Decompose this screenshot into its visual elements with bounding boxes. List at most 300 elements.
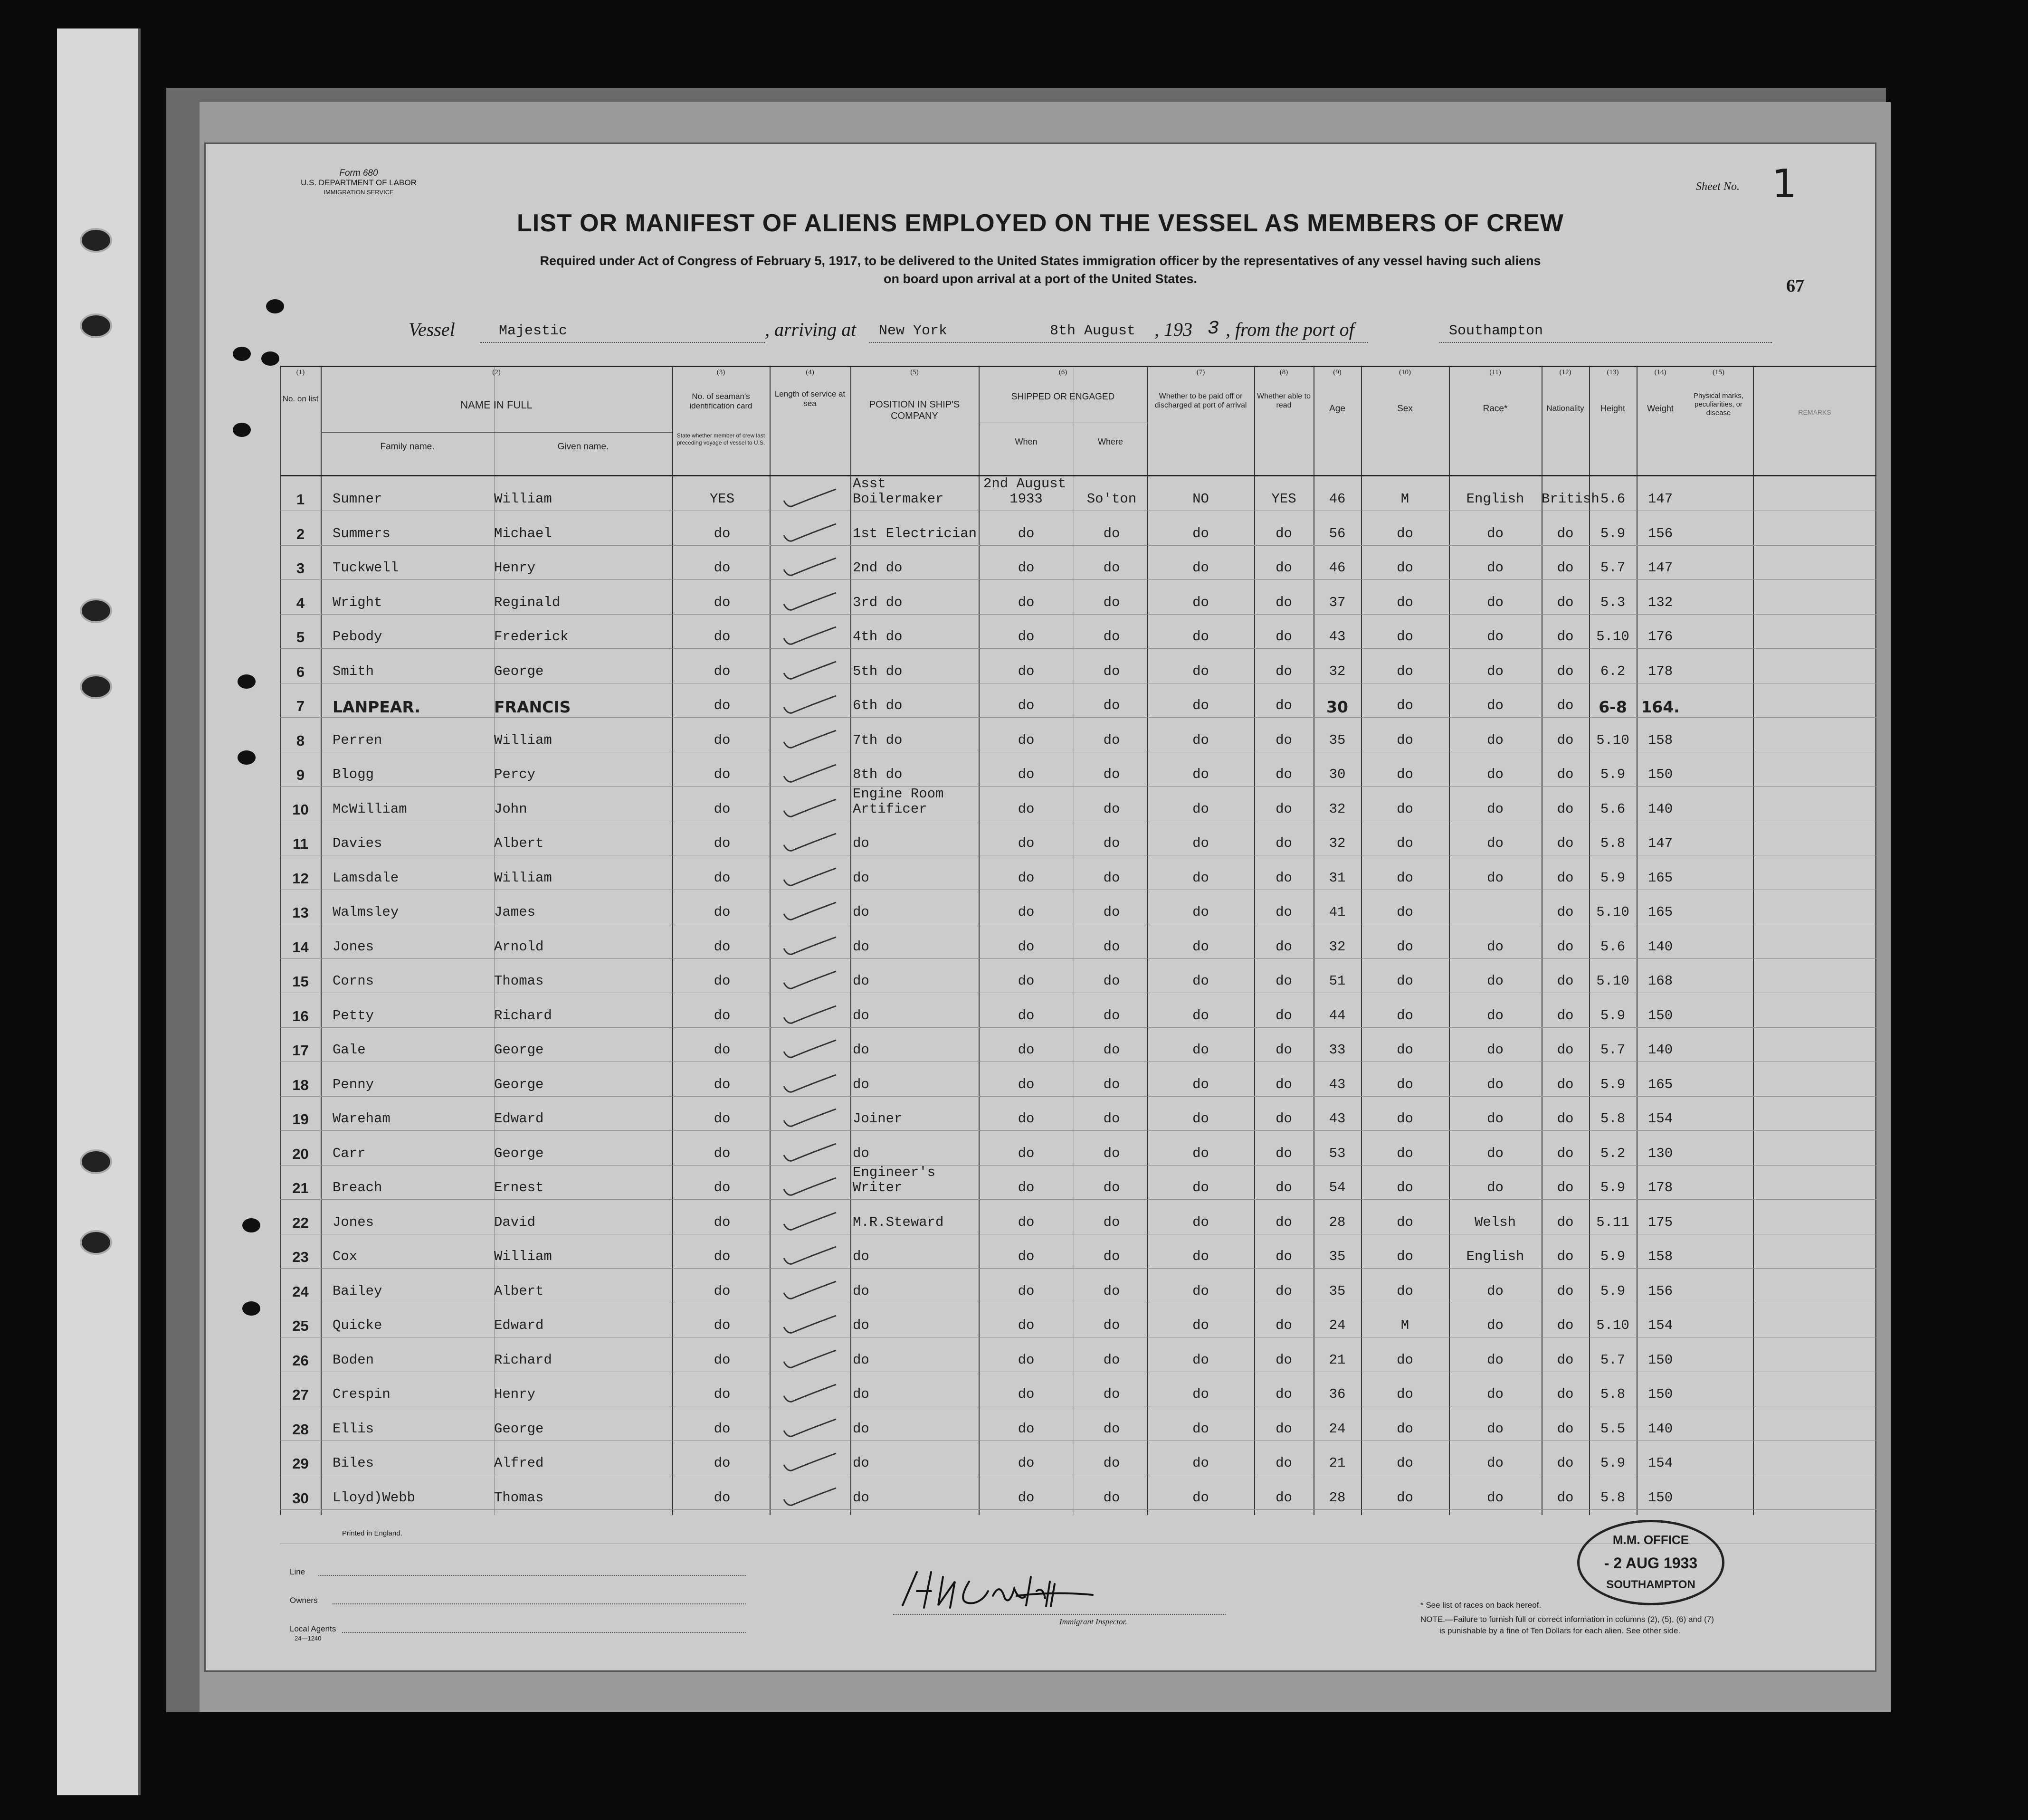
shipped-where: do — [1103, 835, 1120, 851]
column-number: (14) — [1654, 369, 1666, 376]
dotted-line — [342, 1632, 746, 1633]
nationality: do — [1557, 698, 1574, 713]
position: do — [853, 1042, 869, 1058]
family-name: LANPEAR. — [333, 698, 421, 716]
shipped-where: So'ton — [1086, 491, 1137, 507]
departure-port: Southampton — [1449, 323, 1543, 339]
able-to-read: do — [1276, 1421, 1292, 1437]
shipped-when: do — [1018, 1042, 1035, 1058]
family-name: Breach — [333, 1180, 382, 1195]
card-status: do — [714, 938, 731, 955]
column-rule — [1361, 366, 1362, 1515]
given-name: George — [494, 1421, 544, 1437]
given-name: William — [494, 870, 552, 886]
race: do — [1487, 1180, 1504, 1195]
shipped-when: do — [1018, 870, 1035, 886]
header-where: Where — [1097, 437, 1123, 446]
race: do — [1487, 629, 1504, 645]
column-number: (7) — [1196, 369, 1205, 376]
age: 33 — [1329, 1042, 1346, 1058]
position: Artificer — [853, 801, 927, 817]
shipped-when: do — [1018, 973, 1035, 989]
shipped-when: do — [1018, 801, 1035, 817]
header-shipped: SHIPPED OR ENGAGED — [1011, 392, 1115, 402]
shipped-when: do — [1018, 1283, 1035, 1299]
given-name: Albert — [494, 835, 544, 851]
voyage-line — [204, 318, 1876, 347]
family-name: Jones — [333, 1214, 374, 1230]
header-length: Length of service at sea — [774, 389, 846, 408]
shipped-when: do — [1018, 698, 1035, 713]
header-nationality: Nationality — [1546, 404, 1584, 413]
able-to-read: do — [1276, 1489, 1292, 1506]
binder-hole — [80, 1230, 112, 1255]
race: do — [1487, 870, 1504, 886]
nationality: do — [1557, 1111, 1574, 1127]
shipped-where: do — [1103, 1180, 1120, 1195]
age: 32 — [1329, 663, 1346, 679]
able-to-read: do — [1276, 698, 1292, 713]
given-name: Thomas — [494, 973, 544, 989]
age: 43 — [1329, 1076, 1346, 1092]
sex: do — [1397, 1352, 1413, 1368]
page-number: 67 — [1786, 276, 1804, 296]
given-name: George — [494, 1145, 544, 1161]
card-status: do — [714, 1042, 731, 1058]
age: 37 — [1329, 594, 1346, 610]
able-to-read: do — [1276, 1007, 1292, 1024]
sex: do — [1397, 973, 1413, 989]
weight: 150 — [1647, 1386, 1673, 1402]
arrival-port: New York — [879, 323, 948, 339]
column-number: (13) — [1607, 369, 1619, 376]
row-number: 6 — [296, 663, 305, 680]
paid-off: do — [1192, 1283, 1209, 1299]
age: 21 — [1329, 1455, 1346, 1471]
shipped-where: do — [1103, 1111, 1120, 1127]
sex: do — [1397, 560, 1413, 576]
paid-off: do — [1192, 560, 1209, 576]
race: do — [1487, 1318, 1504, 1333]
race: do — [1487, 594, 1504, 610]
arrival-date: 8th August — [1050, 323, 1136, 339]
height: 6.2 — [1600, 663, 1626, 679]
shipped-where: do — [1103, 1386, 1120, 1402]
sex: do — [1397, 1455, 1413, 1471]
weight: 156 — [1647, 525, 1673, 541]
paid-off: do — [1192, 732, 1209, 748]
tick-mark — [781, 1349, 838, 1370]
tick-mark — [781, 1039, 838, 1060]
header-remarks: REMARKS — [1798, 408, 1831, 416]
punch-hole — [261, 351, 279, 366]
position: 6th do — [853, 698, 903, 713]
office-stamp — [1577, 1520, 1724, 1605]
position: do — [853, 1007, 869, 1024]
row-number: 5 — [296, 629, 305, 645]
tick-mark — [781, 626, 838, 647]
height: 5.9 — [1600, 1249, 1626, 1264]
agents-code: 24—1240 — [295, 1635, 322, 1642]
row-number: 27 — [292, 1386, 309, 1403]
position-line1: Engine Room — [853, 786, 944, 802]
tick-mark — [781, 1143, 838, 1164]
family-name: Walmsley — [333, 904, 399, 920]
nationality: do — [1557, 560, 1574, 576]
subtitle-line: on board upon arrival at a port of the United States. — [883, 272, 1198, 286]
shipped-when: do — [1018, 629, 1035, 645]
given-name: George — [494, 1076, 544, 1092]
paid-off: do — [1192, 835, 1209, 851]
given-name: Ernest — [494, 1180, 544, 1195]
position: 3rd do — [853, 594, 903, 610]
paid-off: do — [1192, 1386, 1209, 1402]
row-rule — [280, 579, 1876, 580]
manifest-page — [204, 142, 1876, 1672]
inspector-label: Immigrant Inspector. — [1059, 1617, 1127, 1626]
sex: do — [1397, 1042, 1413, 1058]
age: 46 — [1329, 491, 1346, 507]
tick-mark — [781, 1074, 838, 1095]
paid-off: do — [1192, 663, 1209, 679]
sex: M — [1400, 1318, 1409, 1333]
nationality: do — [1557, 1386, 1574, 1402]
sex: do — [1397, 698, 1413, 713]
height: 5.7 — [1600, 560, 1626, 576]
given-name: John — [494, 801, 527, 817]
height: 5.3 — [1600, 594, 1626, 610]
weight: 150 — [1647, 1489, 1673, 1506]
tick-mark — [781, 764, 838, 785]
race: do — [1487, 1386, 1504, 1402]
race: do — [1487, 767, 1504, 782]
row-number: 8 — [296, 732, 305, 749]
paid-off: NO — [1192, 491, 1209, 507]
tick-mark — [781, 1246, 838, 1267]
shipped-where: do — [1103, 525, 1120, 541]
column-number: (11) — [1489, 369, 1501, 376]
tick-mark — [781, 936, 838, 957]
tick-mark — [781, 1452, 838, 1473]
paid-off: do — [1192, 1145, 1209, 1161]
column-rule — [1753, 366, 1754, 1515]
shipped-when: do — [1018, 835, 1035, 851]
given-name: William — [494, 732, 552, 748]
column-rule — [672, 366, 673, 1515]
shipped-where: do — [1103, 1318, 1120, 1333]
card-status: do — [714, 1214, 731, 1230]
name-subrule — [321, 432, 672, 433]
column-number: (6) — [1058, 369, 1067, 376]
age: 41 — [1329, 904, 1346, 920]
dotted-line — [1439, 342, 1772, 343]
nationality: do — [1557, 1007, 1574, 1024]
row-number: 28 — [292, 1421, 309, 1438]
race: do — [1487, 1489, 1504, 1506]
header-age: Age — [1329, 404, 1345, 414]
age: 35 — [1329, 732, 1346, 748]
height: 5.9 — [1600, 1180, 1626, 1195]
age: 56 — [1329, 525, 1346, 541]
row-number: 18 — [292, 1076, 309, 1093]
position: 4th do — [853, 629, 903, 645]
tick-mark — [781, 523, 838, 544]
paid-off: do — [1192, 767, 1209, 782]
position: Joiner — [853, 1111, 903, 1127]
nationality: do — [1557, 1318, 1574, 1333]
family-name: Bailey — [333, 1283, 382, 1299]
height: 5.2 — [1600, 1145, 1626, 1161]
nationality: do — [1557, 904, 1574, 920]
penalty-note: NOTE.—Failure to furnish full or correct information in columns (2), (5), (6) and (7) — [1420, 1615, 1714, 1624]
row-number: 7 — [296, 698, 305, 714]
row-number: 9 — [296, 767, 305, 783]
given-name: George — [494, 1042, 544, 1058]
nationality: do — [1557, 1455, 1574, 1471]
family-name: Corns — [333, 973, 374, 989]
card-status: do — [714, 904, 731, 920]
position: 2nd do — [853, 560, 903, 576]
sex: do — [1397, 1076, 1413, 1092]
family-name: Perren — [333, 732, 382, 748]
card-status: do — [714, 1386, 731, 1402]
position: do — [853, 1489, 869, 1506]
tick-mark — [781, 798, 838, 819]
row-number: 15 — [292, 973, 309, 990]
row-number: 13 — [292, 904, 309, 921]
column-number: (15) — [1713, 369, 1724, 376]
race: do — [1487, 1455, 1504, 1471]
height: 5.8 — [1600, 1489, 1626, 1506]
card-status: do — [714, 1352, 731, 1368]
family-name: Quicke — [333, 1318, 382, 1333]
row-rule — [280, 1130, 1876, 1131]
able-to-read: do — [1276, 629, 1292, 645]
row-rule — [280, 1165, 1876, 1166]
paid-off: do — [1192, 1455, 1209, 1471]
height: 5.9 — [1600, 1076, 1626, 1092]
weight: 176 — [1647, 629, 1673, 645]
paid-off: do — [1192, 938, 1209, 955]
row-number: 29 — [292, 1455, 309, 1472]
able-to-read: do — [1276, 870, 1292, 886]
sex: do — [1397, 525, 1413, 541]
weight: 140 — [1647, 938, 1673, 955]
tick-mark — [781, 730, 838, 750]
dotted-line — [318, 1575, 746, 1576]
height: 5.9 — [1600, 1455, 1626, 1471]
age: 24 — [1329, 1421, 1346, 1437]
sex: do — [1397, 1249, 1413, 1264]
nationality: do — [1557, 1283, 1574, 1299]
sex: do — [1397, 767, 1413, 782]
row-number: 14 — [292, 938, 309, 956]
height: 5.10 — [1596, 1318, 1629, 1333]
column-number: (12) — [1559, 369, 1571, 376]
arriving-label: , arriving at — [765, 319, 857, 340]
shipped-when: do — [1018, 663, 1035, 679]
header-card-note: State whether member of crew last preceding voyage of vessel to U.S. — [676, 432, 765, 446]
shipped-where: do — [1103, 594, 1120, 610]
shipped-where: do — [1103, 629, 1120, 645]
column-rule — [770, 366, 771, 1515]
shipped-where: do — [1103, 1214, 1120, 1230]
family-name: Lloyd)Webb — [333, 1489, 416, 1506]
family-name: Biles — [333, 1455, 374, 1471]
tick-mark — [781, 1212, 838, 1232]
weight: 150 — [1647, 767, 1673, 782]
dotted-line — [869, 342, 1368, 343]
weight: 165 — [1647, 870, 1673, 886]
row-number: 21 — [292, 1180, 309, 1196]
shipped-when-line1: 2nd August — [983, 476, 1066, 492]
able-to-read: do — [1276, 1076, 1292, 1092]
height: 5.10 — [1596, 629, 1629, 645]
paid-off: do — [1192, 1352, 1209, 1368]
shipped-when: do — [1018, 1386, 1035, 1402]
age: 30 — [1326, 698, 1348, 716]
weight: 147 — [1647, 835, 1673, 851]
row-rule — [280, 786, 1876, 787]
card-status: do — [714, 663, 731, 679]
height: 6-8 — [1599, 698, 1627, 716]
shipped-when: do — [1018, 732, 1035, 748]
card-status: do — [714, 973, 731, 989]
given-name: Frederick — [494, 629, 569, 645]
family-name: Lamsdale — [333, 870, 399, 886]
height: 5.8 — [1600, 1111, 1626, 1127]
row-number: 11 — [293, 835, 308, 852]
dotted-line — [333, 1603, 746, 1604]
given-name: James — [494, 904, 536, 920]
paid-off: do — [1192, 1111, 1209, 1127]
height: 5.9 — [1600, 767, 1626, 782]
header-rule — [280, 475, 1876, 476]
age: 35 — [1329, 1283, 1346, 1299]
height: 5.8 — [1600, 835, 1626, 851]
tick-mark — [781, 661, 838, 682]
race: do — [1487, 1145, 1504, 1161]
family-name: Petty — [333, 1007, 374, 1024]
able-to-read: do — [1276, 594, 1292, 610]
given-name: David — [494, 1214, 536, 1230]
card-status: do — [714, 732, 731, 748]
card-status: do — [714, 1489, 731, 1506]
able-to-read: do — [1276, 663, 1292, 679]
weight: 140 — [1647, 801, 1673, 817]
shipped-where: do — [1103, 1042, 1120, 1058]
given-name: FRANCIS — [494, 698, 571, 716]
binder-hole — [80, 598, 112, 623]
binder-hole — [80, 1149, 112, 1174]
shipped-when: do — [1018, 1111, 1035, 1127]
sex: do — [1397, 1283, 1413, 1299]
race: do — [1487, 732, 1504, 748]
row-number: 1 — [296, 491, 305, 508]
header-given: Given name. — [557, 442, 609, 452]
row-rule — [280, 614, 1876, 615]
shipped-when: do — [1018, 560, 1035, 576]
paid-off: do — [1192, 1249, 1209, 1264]
row-rule — [280, 1027, 1876, 1028]
header-paid-off: Whether to be paid off or discharged at port of arrival — [1154, 392, 1247, 409]
row-number: 19 — [292, 1111, 309, 1128]
able-to-read: YES — [1271, 491, 1296, 507]
weight: 132 — [1647, 594, 1673, 610]
sex: do — [1397, 594, 1413, 610]
tick-mark — [781, 1177, 838, 1198]
card-status: do — [714, 767, 731, 782]
family-name: Penny — [333, 1076, 374, 1092]
card-status: do — [714, 698, 731, 713]
shipped-where: do — [1103, 870, 1120, 886]
given-name: Arnold — [494, 938, 544, 955]
card-status: do — [714, 1076, 731, 1092]
page-title: LIST OR MANIFEST OF ALIENS EMPLOYED ON THE VESSEL AS MEMBERS OF CREW — [517, 209, 1564, 237]
able-to-read: do — [1276, 767, 1292, 782]
nationality: do — [1557, 870, 1574, 886]
height: 5.5 — [1600, 1421, 1626, 1437]
shipped-when: do — [1018, 1007, 1035, 1024]
given-name: William — [494, 491, 552, 507]
paid-off: do — [1192, 870, 1209, 886]
given-name: Percy — [494, 767, 536, 782]
tick-mark — [781, 695, 838, 716]
tick-mark — [781, 1005, 838, 1026]
row-number: 16 — [292, 1007, 309, 1024]
family-name: Boden — [333, 1352, 374, 1368]
header-name: NAME IN FULL — [460, 399, 533, 411]
age: 32 — [1329, 801, 1346, 817]
position: do — [853, 1318, 869, 1333]
card-status: do — [714, 1318, 731, 1333]
age: 35 — [1329, 1249, 1346, 1264]
height: 5.9 — [1600, 1283, 1626, 1299]
race: do — [1487, 698, 1504, 713]
nationality: do — [1557, 1249, 1574, 1264]
given-name: Richard — [494, 1007, 552, 1024]
row-number: 3 — [296, 560, 305, 577]
sheet-label: Sheet No. — [1696, 180, 1740, 193]
from-label: , from the port of — [1226, 319, 1354, 340]
weight: 147 — [1647, 491, 1673, 507]
column-rule — [1254, 366, 1255, 1515]
shipped-where: do — [1103, 801, 1120, 817]
able-to-read: do — [1276, 1249, 1292, 1264]
footer — [204, 1515, 1876, 1672]
sex: do — [1397, 1214, 1413, 1230]
age: 32 — [1329, 835, 1346, 851]
weight: 158 — [1647, 732, 1673, 748]
shipped-when: do — [1018, 1421, 1035, 1437]
race: English — [1466, 491, 1524, 507]
family-name: Cox — [333, 1249, 358, 1264]
row-number: 25 — [292, 1318, 309, 1334]
height: 5.6 — [1600, 801, 1626, 817]
shipped-where: do — [1103, 767, 1120, 782]
column-number: (4) — [806, 369, 814, 376]
family-name: Carr — [333, 1145, 366, 1161]
able-to-read: do — [1276, 904, 1292, 920]
given-name: Henry — [494, 1386, 536, 1402]
header-position: POSITION IN SHIP'S COMPANY — [869, 399, 960, 421]
able-to-read: do — [1276, 1352, 1292, 1368]
position: do — [853, 1352, 869, 1368]
able-to-read: do — [1276, 732, 1292, 748]
row-rule — [280, 545, 1876, 546]
tick-mark — [781, 557, 838, 578]
family-name: Tuckwell — [333, 560, 399, 576]
